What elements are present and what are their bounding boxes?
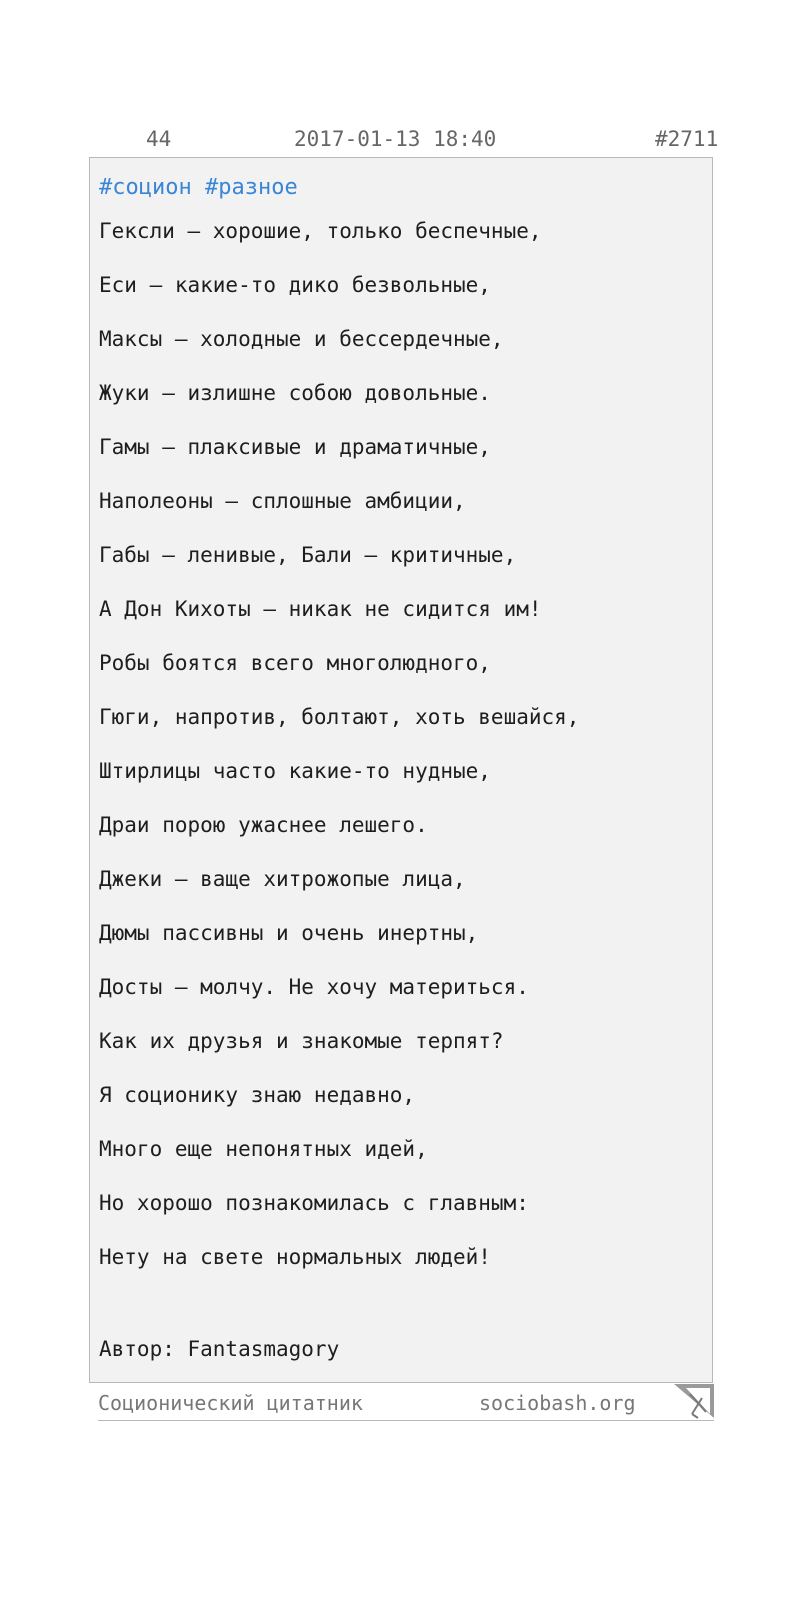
quote-footer <box>98 1386 714 1421</box>
quote-line: Но хорошо познакомилась с главным: <box>99 1191 529 1215</box>
quote-card <box>89 157 713 1383</box>
quote-text <box>99 204 709 1284</box>
quote-line: Еси – какие-то дико безвольные, <box>99 273 491 297</box>
quote-author: Автор: Fantasmagory <box>99 1337 340 1361</box>
site-title: Соционический цитатник <box>98 1391 363 1415</box>
quote-line: Штирлицы часто какие-то нудные, <box>99 759 491 783</box>
quote-line: Жуки – излишне собою довольные. <box>99 381 491 405</box>
quote-line: Габы – ленивые, Бали – критичные, <box>99 543 517 567</box>
tag-raznoe[interactable]: #разное <box>204 175 298 200</box>
quote-tags <box>99 175 298 201</box>
quote-line: Досты – молчу. Не хочу материться. <box>99 975 529 999</box>
quote-line: Гексли – хорошие, только беспечные, <box>99 219 542 243</box>
quote-datetime: 2017-01-13 18:40 <box>294 127 497 151</box>
quote-line: Драи порою ужаснее лешего. <box>99 813 428 837</box>
quote-line: Джеки – ваще хитрожопые лица, <box>99 867 466 891</box>
quote-line: Гамы – плаксивые и драматичные, <box>99 435 491 459</box>
quote-rating: 44 <box>146 127 172 151</box>
page-curl-pencil-icon[interactable] <box>674 1384 714 1420</box>
site-link[interactable]: sociobash.org <box>479 1391 636 1415</box>
tag-socion[interactable]: #социон <box>99 175 192 200</box>
quote-line: Много еще непонятных идей, <box>99 1137 428 1161</box>
quote-line: Наполеоны – сплошные амбиции, <box>99 489 466 513</box>
quote-line: А Дон Кихоты – никак не сидится им! <box>99 597 542 621</box>
quote-line: Я соционику знаю недавно, <box>99 1083 416 1107</box>
quote-line: Максы – холодные и бессердечные, <box>99 327 504 351</box>
quote-line: Как их друзья и знакомые терпят? <box>99 1029 504 1053</box>
quote-line: Нету на свете нормальных людей! <box>99 1245 491 1269</box>
quote-id[interactable]: #2711 <box>655 127 719 151</box>
quote-line: Дюмы пассивны и очень инертны, <box>99 921 479 945</box>
quote-line: Робы боятся всего многолюдного, <box>99 651 491 675</box>
quote-line: Гюги, напротив, болтают, хоть вешайся, <box>99 705 580 729</box>
